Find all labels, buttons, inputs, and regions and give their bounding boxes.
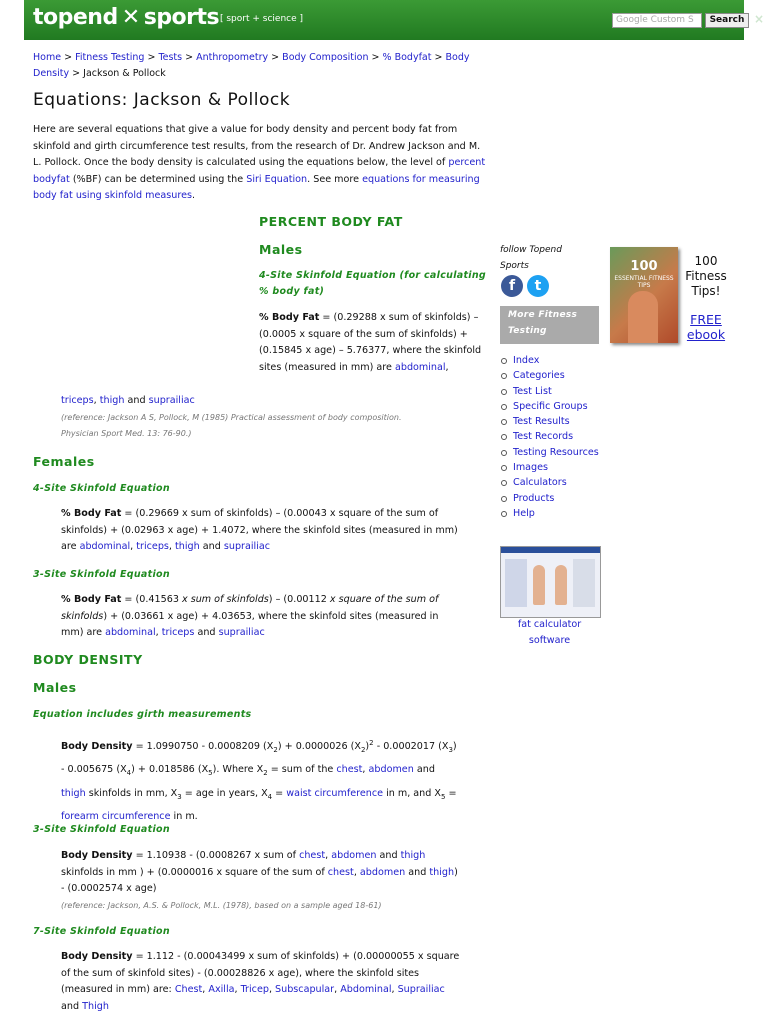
link-triceps[interactable]: triceps	[161, 627, 195, 638]
heading-body-density: BODY DENSITY	[33, 652, 143, 667]
female-4-site-equation: % Body Fat = (0.29669 x sum of skinfolds) – (0.00043 x square of the sum of skinfolds) + (0.02963 x age) + 1.4072, where the skinfold sites (measured in mm) are abdominal, triceps, thigh and suprailiac	[61, 508, 458, 552]
link-chest[interactable]: chest	[327, 866, 354, 878]
girth-equation: Body Density = 1.0990750 - 0.0008209 $(X_2) + 0.0000026$ $(X_2)^2 - 0.0002017$ $(X_3) - 0.005675$ $(X_4) + 0.018586$ $(X_5)$. Where $X_2$ = sum of the chest, abdomen and thigh skinfolds in mm, $X_3$ = age in years, $X_4$ = waist circumference in m, and $X_5$ = forearm circumference in m.	[61, 739, 457, 822]
link-chest[interactable]: Chest	[174, 984, 203, 995]
link-thigh[interactable]: Thigh	[82, 1000, 109, 1012]
sidebar-item-test-results[interactable]: Test Results	[500, 414, 610, 429]
breadcrumb-bodyfat[interactable]: % Bodyfat	[382, 52, 432, 63]
link-abdominal[interactable]: abdominal	[394, 361, 446, 373]
sidebar-item-calculators[interactable]: Calculators	[500, 475, 610, 490]
sidebar-item-images[interactable]: Images	[500, 460, 610, 475]
search-input[interactable]: Google Custom S	[612, 13, 702, 28]
link-axilla[interactable]: Axilla	[208, 984, 235, 995]
link-suprailiac[interactable]: suprailiac	[218, 627, 265, 638]
sidebar-item-specific-groups[interactable]: Specific Groups	[500, 399, 610, 414]
breadcrumb-home[interactable]: Home	[33, 52, 62, 63]
male-body-fat-sites: triceps, thigh and suprailiac	[61, 395, 195, 406]
close-icon[interactable]: ×	[754, 12, 765, 26]
link-suprailiac[interactable]: suprailiac	[223, 541, 271, 552]
sidebar-item-categories[interactable]: Categories	[500, 368, 610, 383]
screenshot-body-figure	[533, 565, 545, 605]
sidebar-item-test-list[interactable]: Test List	[500, 384, 610, 399]
link-triceps[interactable]: triceps	[136, 541, 169, 552]
subheading-female-3-site: 3-Site Skinfold Equation	[33, 569, 170, 580]
subheading-female-4-site: 4-Site Skinfold Equation	[33, 483, 170, 494]
logo-text-sports: sports	[143, 5, 220, 30]
heading-body-density-males: Males	[33, 680, 77, 695]
link-siri-equation[interactable]: Siri Equation	[246, 173, 308, 185]
twitter-icon[interactable]: t	[527, 275, 549, 297]
screenshot-body-figure	[555, 565, 567, 605]
link-chest[interactable]: chest	[336, 764, 363, 776]
link-suprailiac[interactable]: Suprailiac	[397, 984, 445, 995]
fitness-tips-label[interactable]: 100 Fitness Tips!	[685, 254, 727, 298]
breadcrumb-fitness-testing[interactable]: Fitness Testing	[75, 52, 145, 63]
link-thigh[interactable]: thigh	[400, 850, 426, 861]
site-header	[24, 0, 765, 40]
ebook-cover-subtitle: ESSENTIAL FITNESS TIPS	[614, 275, 674, 289]
follow-label: follow Topend Sports	[500, 245, 562, 271]
breadcrumb-current: Jackson & Pollock	[83, 68, 166, 79]
screenshot-panel-left	[505, 559, 527, 607]
sidebar-menu	[500, 353, 610, 521]
logo-figure-icon: ✕	[121, 5, 140, 30]
link-thigh[interactable]: thigh	[175, 541, 200, 552]
breadcrumb-body-composition[interactable]: Body Composition	[282, 52, 369, 63]
link-skinfold-equations[interactable]: equations for measuring body fat using skinfold measures	[33, 173, 480, 201]
link-abdominal[interactable]: abdominal	[79, 541, 131, 552]
fat-calculator-screenshot[interactable]	[500, 546, 601, 618]
site-logo[interactable]	[33, 5, 219, 30]
logo-text-topend: topend	[33, 5, 118, 30]
sidebar-item-testing-resources[interactable]: Testing Resources	[500, 445, 610, 460]
ebook-cover-figure	[628, 291, 658, 343]
subheading-girth: Equation includes girth measurements	[33, 709, 252, 720]
bd-3-site-reference: (reference: Jackson, A.S. & Pollock, M.L. (1978), based on a sample aged 18-61)	[61, 901, 382, 910]
sidebar-item-test-records[interactable]: Test Records	[500, 429, 610, 444]
sidebar-item-help[interactable]: Help	[500, 506, 610, 521]
sidebar-item-products[interactable]: Products	[500, 491, 610, 506]
subheading-male-4-site: 4-Site Skinfold Equation (for calculating % body fat)	[259, 270, 487, 297]
link-subscapular[interactable]: Subscapular	[275, 984, 335, 995]
bd-3-site-equation: Body Density = 1.10938 - (0.0008267 x sum of chest, abdomen and thigh skinfolds in mm ) + (0.0000016 x square of the sum of chest, abdomen and thigh) - (0.0002574 x age)	[61, 850, 458, 894]
ebook-cover[interactable]	[610, 247, 678, 343]
link-abdomen[interactable]: abdomen	[368, 764, 414, 776]
screenshot-titlebar	[501, 547, 600, 553]
ebook-cover-number: 100	[630, 259, 658, 274]
link-abdominal[interactable]: Abdominal	[340, 984, 392, 995]
fat-calculator-software-link[interactable]: fat calculator software	[517, 619, 582, 646]
breadcrumb-anthropometry[interactable]: Anthropometry	[196, 52, 269, 63]
more-fitness-testing-box: More Fitness Testing	[500, 306, 599, 344]
heading-males: Males	[259, 242, 303, 257]
link-suprailiac[interactable]: suprailiac	[148, 395, 195, 406]
sidebar-item-index[interactable]: Index	[500, 353, 610, 368]
male-body-fat-equation: % Body Fat = (0.29288 x sum of skinfolds) – (0.0005 x square of the sum of skinfolds) + (0.15845 x age) – 5.76377, where the skinfold sites (measured in mm) are abdominal,	[259, 312, 482, 373]
subheading-bd-3-site: 3-Site Skinfold Equation	[33, 824, 170, 835]
site-tagline: [ sport + science ]	[220, 14, 304, 24]
facebook-icon[interactable]: f	[501, 275, 523, 297]
heading-females: Females	[33, 454, 95, 469]
breadcrumb-tests[interactable]: Tests	[158, 52, 183, 63]
link-thigh[interactable]: thigh	[99, 395, 125, 406]
page-title: Equations: Jackson & Pollock	[33, 90, 291, 110]
intro-paragraph: Here are several equations that give a value for body density and percent body fat from skinfold and girth circumference test results, from the research of Dr. Andrew Jackson and M. L. Pollock. Once the body density is calculated using the equations below, the level of percent bodyfat (%BF) can be determined using the Siri Equation. See more equations for measuring body fat using skinfold measures.	[33, 124, 486, 201]
breadcrumb-body-density[interactable]: Body Density	[33, 52, 470, 79]
link-tricep[interactable]: Tricep	[240, 984, 269, 995]
heading-percent-body-fat: PERCENT BODY FAT	[259, 214, 403, 229]
link-abdominal[interactable]: abdominal	[105, 627, 156, 638]
male-reference: (reference: Jackson A S, Pollock, M (1985) Practical assessment of body composition. Physician Sport Med. 13: 76-90.)	[61, 413, 402, 438]
breadcrumb: Home > Fitness Testing > Tests > Anthropometry > Body Composition > % Bodyfat > Body Density > Jackson & Pollock	[33, 52, 470, 79]
screenshot-panel-right	[573, 559, 595, 607]
link-abdomen[interactable]: abdomen	[331, 850, 377, 861]
search-button[interactable]: Search	[705, 13, 749, 28]
link-forearm-circumference[interactable]: forearm circumference	[61, 810, 171, 822]
link-abdomen[interactable]: abdomen	[359, 866, 406, 878]
link-thigh[interactable]: thigh	[429, 866, 455, 878]
link-chest[interactable]: chest	[299, 850, 326, 861]
link-percent-bodyfat[interactable]: percent bodyfat	[33, 157, 486, 185]
female-3-site-equation: % Body Fat = (0.41563 x sum of skinfolds) – (0.00112 x square of the sum of skinfolds) + (0.03661 x age) + 4.03653, where the skinfold sites (measured in mm) are abdominal, triceps and suprailiac	[61, 594, 439, 638]
link-triceps[interactable]: triceps	[61, 395, 94, 406]
subheading-bd-7-site: 7-Site Skinfold Equation	[33, 926, 170, 937]
bd-7-site-equation: Body Density = 1.112 - (0.00043499 x sum of skinfolds) + (0.00000055 x square of the sum of skinfold sites) - (0.00028826 x age), where the skinfold sites (measured in mm) are: Chest, Axilla, Tricep, Subscapular, Abdominal, Suprailiac and Thigh	[61, 951, 460, 1012]
free-ebook-link[interactable]: FREE ebook	[686, 312, 726, 342]
link-waist-circumference[interactable]: waist circumference	[286, 787, 384, 799]
link-thigh[interactable]: thigh	[61, 787, 86, 799]
